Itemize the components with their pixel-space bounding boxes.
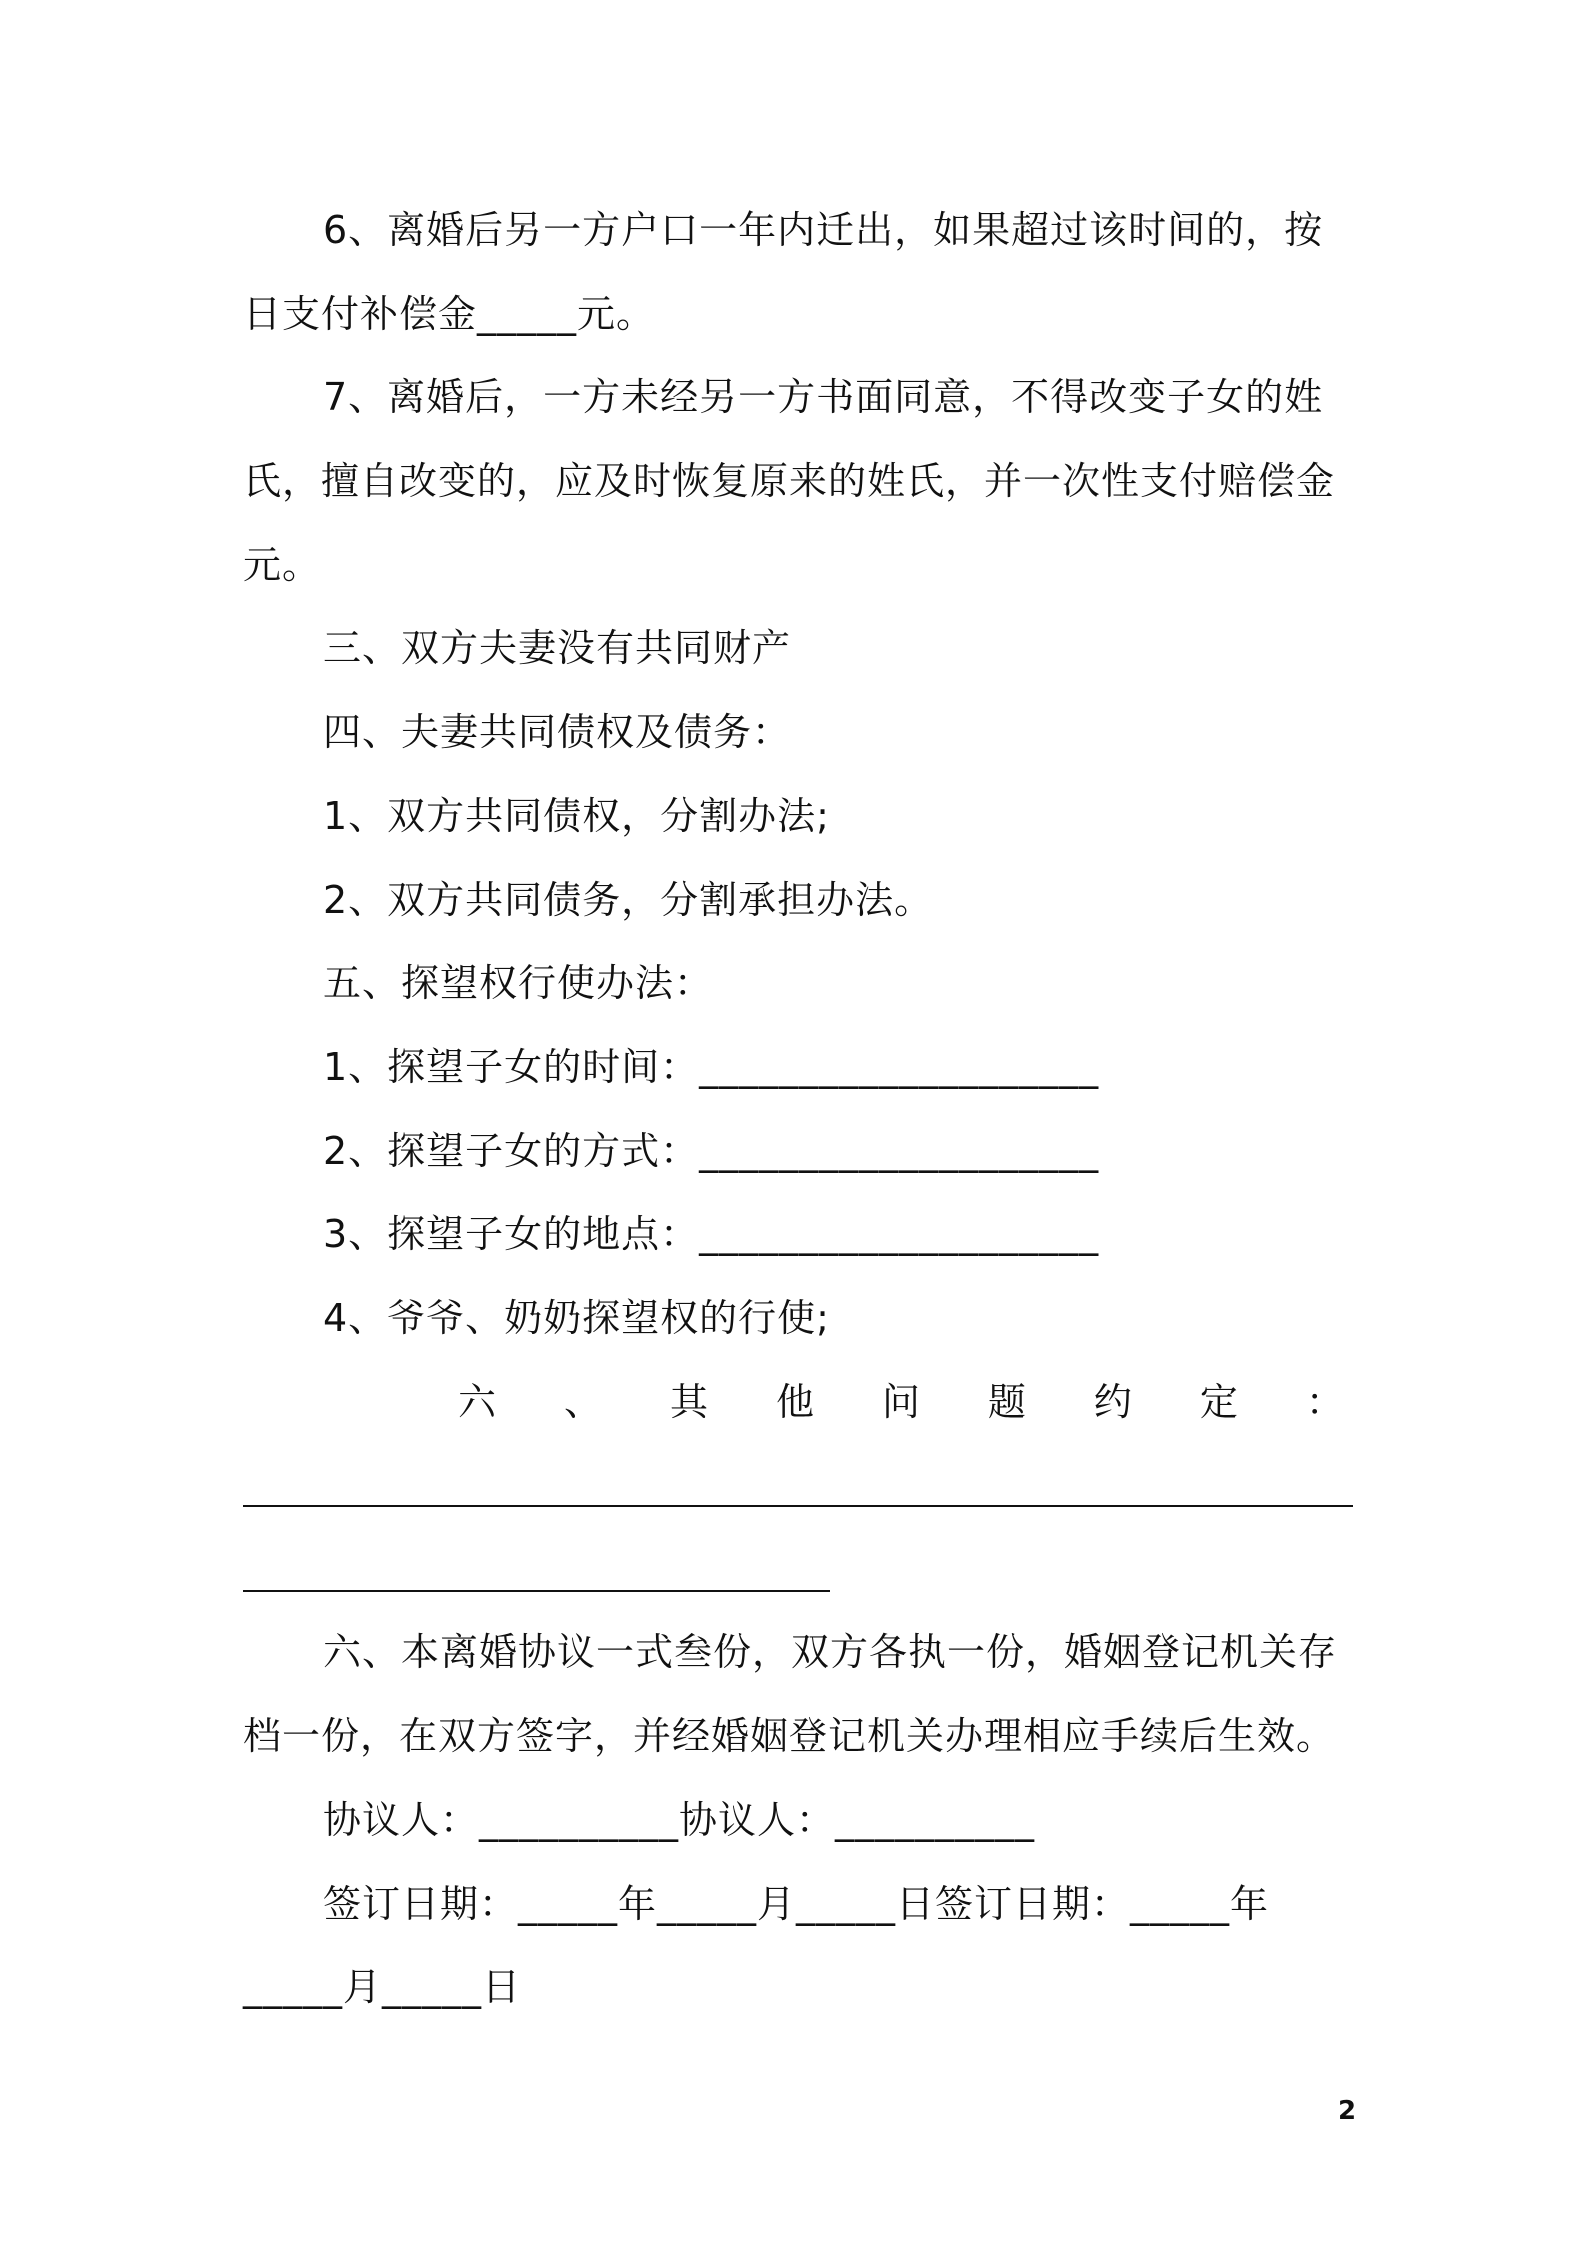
date-line: 签订日期：_____年_____月_____日签订日期：_____年 bbox=[323, 1882, 1270, 1926]
paragraph-line: 6、离婚后另一方户口一年内迁出，如果超过该时间的，按 bbox=[323, 208, 1324, 252]
section-heading-spread bbox=[243, 1378, 1355, 1426]
list-item: 2、双方共同债务，分割承担办法。 bbox=[323, 878, 934, 922]
list-item: 3、探望子女的地点：____________________ bbox=[323, 1212, 1100, 1256]
list-item: 1、探望子女的时间：____________________ bbox=[323, 1045, 1100, 1089]
paragraph-line: 7、离婚后，一方未经另一方书面同意，不得改变子女的姓 bbox=[323, 375, 1324, 419]
heading-char: 六 bbox=[458, 1380, 498, 1424]
blank-line bbox=[243, 1590, 830, 1592]
list-item: 1、双方共同债权，分割办法; bbox=[323, 794, 830, 838]
list-item: 4、爷爷、奶奶探望权的行使; bbox=[323, 1296, 830, 1340]
heading-char: 他 bbox=[775, 1380, 815, 1424]
section-heading: 五、探望权行使办法： bbox=[323, 961, 714, 1005]
heading-char: 其 bbox=[669, 1380, 709, 1424]
blank-line bbox=[243, 1505, 1353, 1507]
paragraph-line: 日支付补偿金_____元。 bbox=[243, 292, 656, 336]
heading-char: 题 bbox=[987, 1380, 1027, 1424]
list-item: 2、探望子女的方式：____________________ bbox=[323, 1129, 1100, 1173]
date-line: _____月_____日 bbox=[243, 1965, 522, 2009]
paragraph-line: 六、本离婚协议一式叁份，双方各执一份，婚姻登记机关存 bbox=[323, 1630, 1338, 1674]
heading-char: 约 bbox=[1093, 1380, 1133, 1424]
heading-char: ： bbox=[1305, 1380, 1345, 1424]
section-heading: 四、夫妻共同债权及债务： bbox=[323, 710, 792, 754]
heading-char: 问 bbox=[881, 1380, 921, 1424]
heading-char: 、 bbox=[563, 1380, 603, 1424]
signature-line: 协议人：__________协议人：__________ bbox=[323, 1798, 1036, 1842]
section-heading: 三、双方夫妻没有共同财产 bbox=[323, 626, 792, 670]
paragraph-line: 元。 bbox=[243, 543, 322, 587]
heading-char: 定 bbox=[1199, 1380, 1239, 1424]
paragraph-line: 氏，擅自改变的，应及时恢复原来的姓氏，并一次性支付赔偿金 bbox=[243, 459, 1336, 503]
paragraph-line: 档一份，在双方签字，并经婚姻登记机关办理相应手续后生效。 bbox=[243, 1714, 1336, 1758]
page-number: 2 bbox=[1338, 2096, 1357, 2126]
